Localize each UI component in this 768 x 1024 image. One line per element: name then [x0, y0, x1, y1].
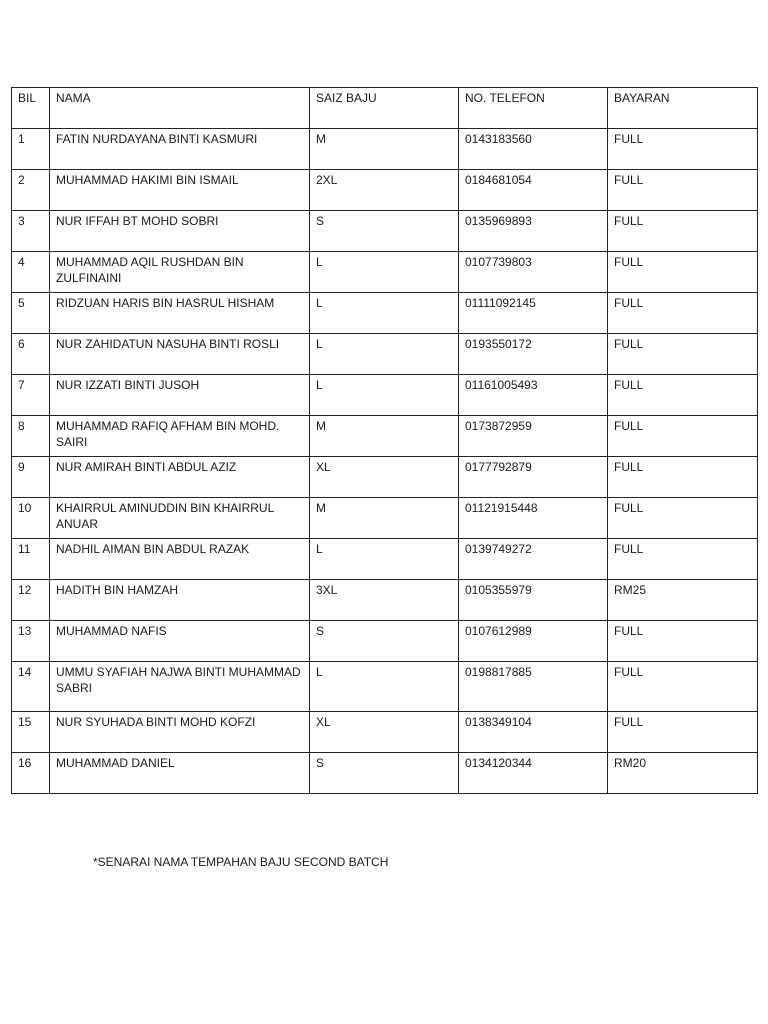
- cell-telefon: 0139749272: [459, 539, 608, 580]
- cell-saiz: XL: [310, 712, 459, 753]
- cell-bil: 2: [12, 170, 50, 211]
- cell-bil: 11: [12, 539, 50, 580]
- cell-bayaran: FULL: [608, 416, 758, 457]
- cell-nama: NUR IFFAH BT MOHD SOBRI: [50, 211, 310, 252]
- cell-saiz: L: [310, 334, 459, 375]
- table-header-row: [12, 88, 758, 129]
- cell-bayaran: RM25: [608, 580, 758, 621]
- cell-bil: 10: [12, 498, 50, 539]
- cell-saiz: L: [310, 293, 459, 334]
- header-saiz-baju: SAIZ BAJU: [310, 88, 459, 129]
- cell-bil: 7: [12, 375, 50, 416]
- cell-nama: MUHAMMAD DANIEL: [50, 753, 310, 794]
- cell-telefon: 0138349104: [459, 712, 608, 753]
- table-row: [12, 457, 758, 498]
- cell-telefon: 0134120344: [459, 753, 608, 794]
- cell-bayaran: FULL: [608, 498, 758, 539]
- header-no-telefon: NO. TELEFON: [459, 88, 608, 129]
- cell-nama: MUHAMMAD HAKIMI BIN ISMAIL: [50, 170, 310, 211]
- cell-nama: RIDZUAN HARIS BIN HASRUL HISHAM: [50, 293, 310, 334]
- cell-nama: FATIN NURDAYANA BINTI KASMURI: [50, 129, 310, 170]
- cell-bil: 14: [12, 662, 50, 712]
- table-row: [12, 539, 758, 580]
- table-row: [12, 621, 758, 662]
- cell-bayaran: FULL: [608, 252, 758, 293]
- cell-telefon: 0107612989: [459, 621, 608, 662]
- cell-saiz: 2XL: [310, 170, 459, 211]
- table-row: [12, 375, 758, 416]
- table-row: [12, 498, 758, 539]
- footnote: *SENARAI NAMA TEMPAHAN BAJU SECOND BATCH: [93, 855, 389, 869]
- table-row: [12, 662, 758, 712]
- cell-bayaran: FULL: [608, 334, 758, 375]
- table-row: [12, 753, 758, 794]
- cell-saiz: S: [310, 753, 459, 794]
- cell-nama: KHAIRRUL AMINUDDIN BIN KHAIRRUL ANUAR: [50, 498, 310, 539]
- cell-saiz: S: [310, 621, 459, 662]
- cell-telefon: 0193550172: [459, 334, 608, 375]
- cell-telefon: 0198817885: [459, 662, 608, 712]
- header-nama: NAMA: [50, 88, 310, 129]
- cell-bil: 1: [12, 129, 50, 170]
- cell-nama: MUHAMMAD RAFIQ AFHAM BIN MOHD. SAIRI: [50, 416, 310, 457]
- table-row: [12, 712, 758, 753]
- cell-saiz: M: [310, 416, 459, 457]
- order-table: [11, 87, 758, 794]
- cell-bayaran: FULL: [608, 662, 758, 712]
- cell-telefon: 0173872959: [459, 416, 608, 457]
- cell-saiz: S: [310, 211, 459, 252]
- cell-saiz: 3XL: [310, 580, 459, 621]
- cell-saiz: M: [310, 498, 459, 539]
- cell-bil: 3: [12, 211, 50, 252]
- cell-nama: MUHAMMAD NAFIS: [50, 621, 310, 662]
- cell-bayaran: FULL: [608, 621, 758, 662]
- cell-bil: 12: [12, 580, 50, 621]
- table-row: [12, 334, 758, 375]
- header-bil: BIL: [12, 88, 50, 129]
- cell-saiz: L: [310, 539, 459, 580]
- cell-saiz: M: [310, 129, 459, 170]
- cell-bayaran: FULL: [608, 293, 758, 334]
- table-row: [12, 211, 758, 252]
- table-row: [12, 580, 758, 621]
- cell-bayaran: FULL: [608, 712, 758, 753]
- cell-bil: 9: [12, 457, 50, 498]
- cell-bil: 5: [12, 293, 50, 334]
- cell-bil: 16: [12, 753, 50, 794]
- cell-telefon: 0184681054: [459, 170, 608, 211]
- table-row: [12, 170, 758, 211]
- cell-telefon: 01111092145: [459, 293, 608, 334]
- cell-telefon: 0143183560: [459, 129, 608, 170]
- cell-saiz: L: [310, 252, 459, 293]
- cell-saiz: L: [310, 375, 459, 416]
- cell-bil: 6: [12, 334, 50, 375]
- table-row: [12, 129, 758, 170]
- cell-bayaran: FULL: [608, 539, 758, 580]
- cell-nama: NUR ZAHIDATUN NASUHA BINTI ROSLI: [50, 334, 310, 375]
- table-row: [12, 416, 758, 457]
- cell-saiz: XL: [310, 457, 459, 498]
- cell-bayaran: FULL: [608, 457, 758, 498]
- cell-nama: NUR IZZATI BINTI JUSOH: [50, 375, 310, 416]
- table-row: [12, 293, 758, 334]
- cell-bayaran: FULL: [608, 129, 758, 170]
- cell-nama: MUHAMMAD AQIL RUSHDAN BIN ZULFINAINI: [50, 252, 310, 293]
- cell-bil: 13: [12, 621, 50, 662]
- cell-bayaran: FULL: [608, 170, 758, 211]
- header-bayaran: BAYARAN: [608, 88, 758, 129]
- cell-telefon: 0107739803: [459, 252, 608, 293]
- cell-telefon: 0135969893: [459, 211, 608, 252]
- cell-bayaran: FULL: [608, 211, 758, 252]
- cell-nama: NADHIL AIMAN BIN ABDUL RAZAK: [50, 539, 310, 580]
- cell-telefon: 01121915448: [459, 498, 608, 539]
- cell-nama: HADITH BIN HAMZAH: [50, 580, 310, 621]
- cell-bayaran: RM20: [608, 753, 758, 794]
- cell-saiz: L: [310, 662, 459, 712]
- cell-telefon: 01161005493: [459, 375, 608, 416]
- cell-telefon: 0105355979: [459, 580, 608, 621]
- cell-bil: 15: [12, 712, 50, 753]
- cell-bayaran: FULL: [608, 375, 758, 416]
- cell-nama: NUR SYUHADA BINTI MOHD KOFZI: [50, 712, 310, 753]
- cell-telefon: 0177792879: [459, 457, 608, 498]
- cell-nama: NUR AMIRAH BINTI ABDUL AZIZ: [50, 457, 310, 498]
- cell-nama: UMMU SYAFIAH NAJWA BINTI MUHAMMAD SABRI: [50, 662, 310, 712]
- table-row: [12, 252, 758, 293]
- cell-bil: 4: [12, 252, 50, 293]
- cell-bil: 8: [12, 416, 50, 457]
